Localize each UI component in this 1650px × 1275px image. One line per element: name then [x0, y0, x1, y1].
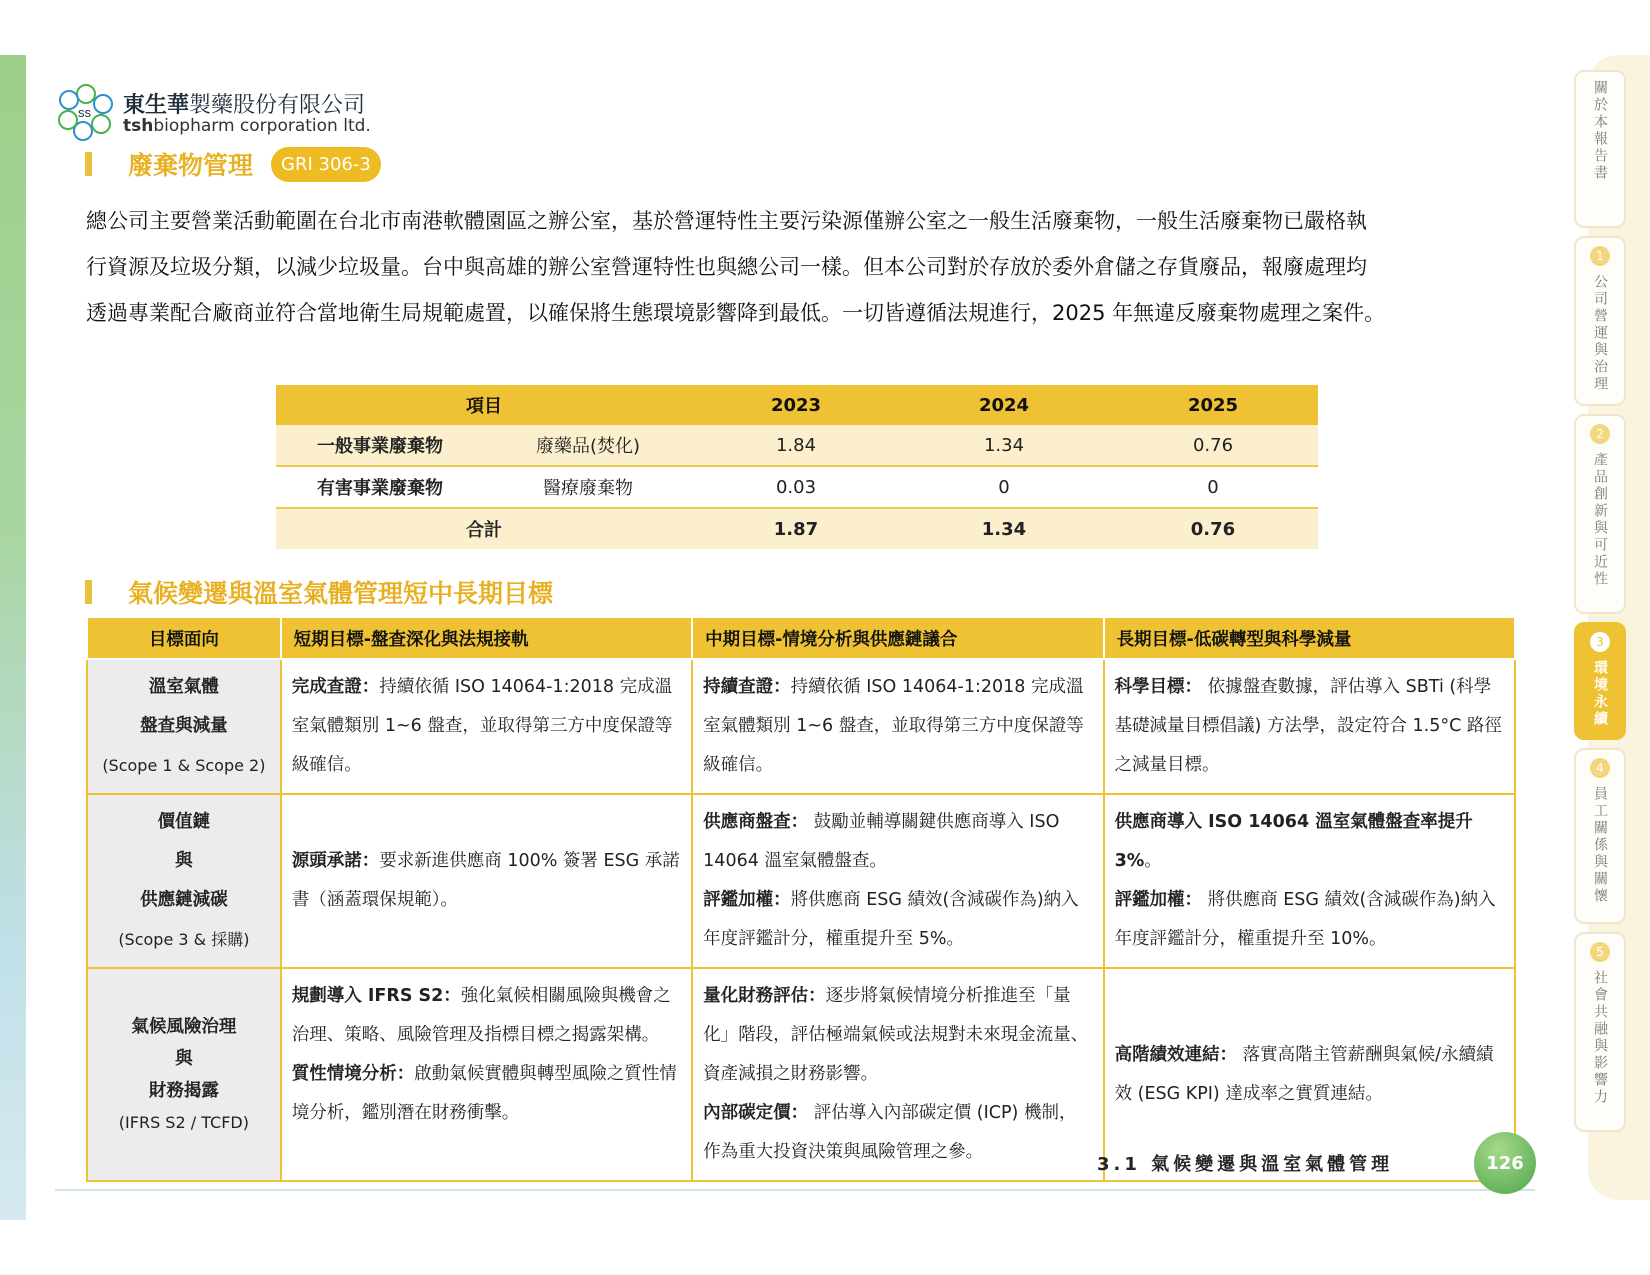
item-label: 供應商導入 ISO 14064 溫室氣體盤查率提升 3% [1114, 812, 1473, 871]
climate-goals-table [86, 616, 1516, 1182]
item-text: 鼓勵並輔導關鍵供應商導入 ISO 14064 溫室氣體盤查。 [703, 812, 1060, 871]
goal-face [87, 794, 281, 968]
chapter-tab-3[interactable] [1574, 622, 1626, 740]
chapter-tab-about[interactable] [1574, 70, 1626, 228]
item-label: 質性情境分析： [291, 1064, 415, 1084]
face-scope: (Scope 1 & Scope 2) [102, 756, 266, 775]
paragraph-line: 總公司主要營業活動範圍在台北市南港軟體園區之辦公室，基於營運特性主要污染源僅辦公室之一般生活廢棄物，一般生活廢棄物已嚴格執 [86, 209, 1367, 233]
item-label: 科學目標： [1114, 677, 1203, 697]
header-2023: 2023 [692, 385, 900, 425]
face-line: 盤查與減量 [140, 716, 228, 736]
table-total-row [276, 508, 1318, 549]
goal-face [87, 968, 281, 1181]
section-marker [85, 580, 92, 604]
short-term-cell [281, 968, 692, 1181]
tab-label: 社會共融與影響力 [1592, 970, 1608, 1106]
logo-icon [55, 82, 117, 142]
tab-label: 關於本報告書 [1592, 80, 1608, 182]
item-text: 逐步將氣候情境分析推進至「量化」階段，評估極端氣候或法規對未來現金流量、資產減損之財務影響。 [703, 986, 1089, 1084]
face-line: 與 [175, 851, 193, 871]
tab-label: 員工關係與關懷 [1592, 786, 1608, 905]
goal-item [703, 1094, 1092, 1172]
goal-item [292, 977, 681, 1055]
brand-en-bold: tsh [123, 116, 154, 136]
page-number: 126 [1474, 1132, 1536, 1194]
value-2025: 0.76 [1108, 425, 1318, 466]
item-label: 規劃導入 IFRS S2： [291, 986, 461, 1006]
mid-term-cell [692, 794, 1103, 968]
face-scope: (IFRS S2 / TCFD) [118, 1112, 249, 1132]
face-line: 價值鏈 [157, 812, 211, 832]
long-term-cell [1104, 794, 1515, 968]
item-label: 源頭承諾： [291, 851, 380, 871]
mid-term-cell [692, 659, 1103, 794]
chapter-tab-5[interactable] [1574, 932, 1626, 1132]
tab-number: 3 [1590, 632, 1610, 652]
item-text: 強化氣候相關風險與機會之治理、策略、風險管理及指標目標之揭露架構。 [291, 986, 671, 1045]
value-2025: 0 [1108, 466, 1318, 508]
table-row [87, 659, 1515, 794]
goal-item [703, 881, 1092, 959]
value-2024: 0 [900, 466, 1108, 508]
goal-face [87, 659, 281, 794]
footer-divider [55, 1189, 1535, 1191]
tab-number: 4 [1590, 758, 1610, 778]
item-label: 供應商盤查： [703, 812, 809, 832]
footer-section-title: 3.1 氣候變遷與溫室氣體管理 [1097, 1154, 1394, 1175]
brand-en-rest: biopharm corporation ltd. [153, 116, 371, 136]
total-label: 合計 [276, 508, 692, 549]
item-label: 完成查證： [291, 677, 380, 697]
goal-item [1115, 803, 1504, 881]
item-text: 依據盤查數據，評估導入 SBTi (科學基礎減量目標倡議) 方法學，設定符合 1.5°C 路徑之減量目標。 [1114, 677, 1502, 775]
chapter-tab-2[interactable] [1574, 414, 1626, 614]
goal-item [292, 1055, 681, 1133]
long-term-cell [1104, 659, 1515, 794]
face-line: 財務揭露 [148, 1080, 219, 1101]
item-text: 將供應商 ESG 績效(含減碳作為)納入年度評鑑計分，權重提升至 5%。 [703, 890, 1079, 949]
tab-number: 1 [1590, 246, 1610, 266]
company-logo [55, 82, 395, 144]
tab-label: 環境永續 [1592, 660, 1608, 728]
face-line: 溫室氣體 [148, 677, 219, 697]
paragraph-line: 行資源及垃圾分類，以減少垃圾量。台中與高雄的辦公室營運特性也與總公司一樣。但本公司對於存放於委外倉儲之存貨廢品，報廢處理均 [86, 255, 1367, 279]
item-text: 持續依循 ISO 14064-1:2018 完成溫室氣體類別 1~6 盤查，並取得第三方中度保證等級確信。 [291, 677, 673, 775]
section-marker [85, 152, 92, 176]
header-mid: 中期目標-情境分析與供應鏈議合 [692, 617, 1103, 659]
short-term-cell [281, 794, 692, 968]
item-label: 持續查證： [703, 677, 791, 697]
item-text: 持續依循 ISO 14064-1:2018 完成溫室氣體類別 1~6 盤查，並取得第三方中度保證等級確信。 [703, 677, 1084, 775]
table-header-row [87, 617, 1515, 659]
left-decor-bar [0, 55, 26, 1220]
gri-badge: GRI 306-3 [271, 147, 381, 182]
item-text: 。 [1144, 851, 1162, 871]
total-2025: 0.76 [1108, 508, 1318, 549]
header-short: 短期目標-盤查深化與法規接軌 [281, 617, 692, 659]
header-2025: 2025 [1108, 385, 1318, 425]
total-2024: 1.34 [900, 508, 1108, 549]
climate-section-header [85, 574, 553, 610]
value-2023: 0.03 [692, 466, 900, 508]
value-2023: 1.84 [692, 425, 900, 466]
face-line: 與 [175, 1048, 193, 1069]
total-2023: 1.87 [692, 508, 900, 549]
table-row [87, 794, 1515, 968]
header-face: 目標面向 [87, 617, 281, 659]
table-row [276, 466, 1318, 508]
mid-term-cell [692, 968, 1103, 1181]
paragraph-line: 透過專業配合廠商並符合當地衛生局規範處置，以確保將生態環境影響降到最低。一切皆遵循法規進行，2025 年無違反廢棄物處理之案件。 [86, 301, 1386, 325]
tab-label: 公司營運與治理 [1592, 274, 1608, 393]
item-text: 將供應商 ESG 績效(含減碳作為)納入年度評鑑計分，權重提升至 10%。 [1114, 890, 1496, 949]
climate-section-title: 氣候變遷與溫室氣體管理短中長期目標 [128, 579, 554, 608]
header-2024: 2024 [900, 385, 1108, 425]
waste-section-header [85, 146, 381, 182]
tab-label: 產品創新與可近性 [1592, 452, 1608, 588]
item-text: 評估導入內部碳定價 (ICP) 機制，作為重大投資決策與風險管理之參。 [703, 1103, 1077, 1162]
brand-name-rest: 製藥股份有限公司 [189, 93, 366, 118]
table-header-row [276, 385, 1318, 425]
goal-item [703, 977, 1092, 1094]
face-line: 供應鏈減碳 [140, 890, 228, 910]
value-2024: 1.34 [900, 425, 1108, 466]
short-term-cell [281, 659, 692, 794]
face-line: 氣候風險治理 [131, 1016, 237, 1037]
item-label: 評鑑加權： [703, 890, 791, 910]
svg-text:ss: ss [78, 105, 91, 120]
item-label: 高階績效連結： [1114, 1044, 1238, 1065]
item-label: 內部碳定價： [703, 1103, 809, 1123]
tab-number: 2 [1590, 424, 1610, 444]
row-item: 廢藥品(焚化) [484, 425, 692, 466]
chapter-tab-1[interactable] [1574, 236, 1626, 406]
goal-item [703, 803, 1092, 881]
header-item: 項目 [276, 385, 692, 425]
item-label: 評鑑加權： [1114, 890, 1203, 910]
brand-name-bold: 東生華 [123, 93, 190, 118]
waste-table [276, 385, 1318, 549]
item-label: 量化財務評估： [703, 986, 826, 1006]
row-item: 醫療廢棄物 [484, 466, 692, 508]
chapter-tab-4[interactable] [1574, 748, 1626, 924]
face-scope: (Scope 3 & 採購) [118, 930, 250, 949]
tab-number: 5 [1590, 942, 1610, 962]
item-text: 落實高階主管薪酬與氣候/永續績效 (ESG KPI) 達成率之實質連結。 [1114, 1044, 1494, 1104]
item-text: 要求新進供應商 100% 簽署 ESG 承諾書（涵蓋環保規範）。 [291, 851, 680, 910]
item-text: 啟動氣候實體與轉型風險之質性情境分析，鑑別潛在財務衝擊。 [291, 1064, 677, 1123]
waste-paragraph [86, 198, 1516, 336]
table-row [276, 425, 1318, 466]
row-category: 一般事業廢棄物 [276, 425, 484, 466]
goal-item [1115, 881, 1504, 959]
waste-section-title: 廢棄物管理 [128, 151, 254, 180]
row-category: 有害事業廢棄物 [276, 466, 484, 508]
header-long: 長期目標-低碳轉型與科學減量 [1104, 617, 1515, 659]
